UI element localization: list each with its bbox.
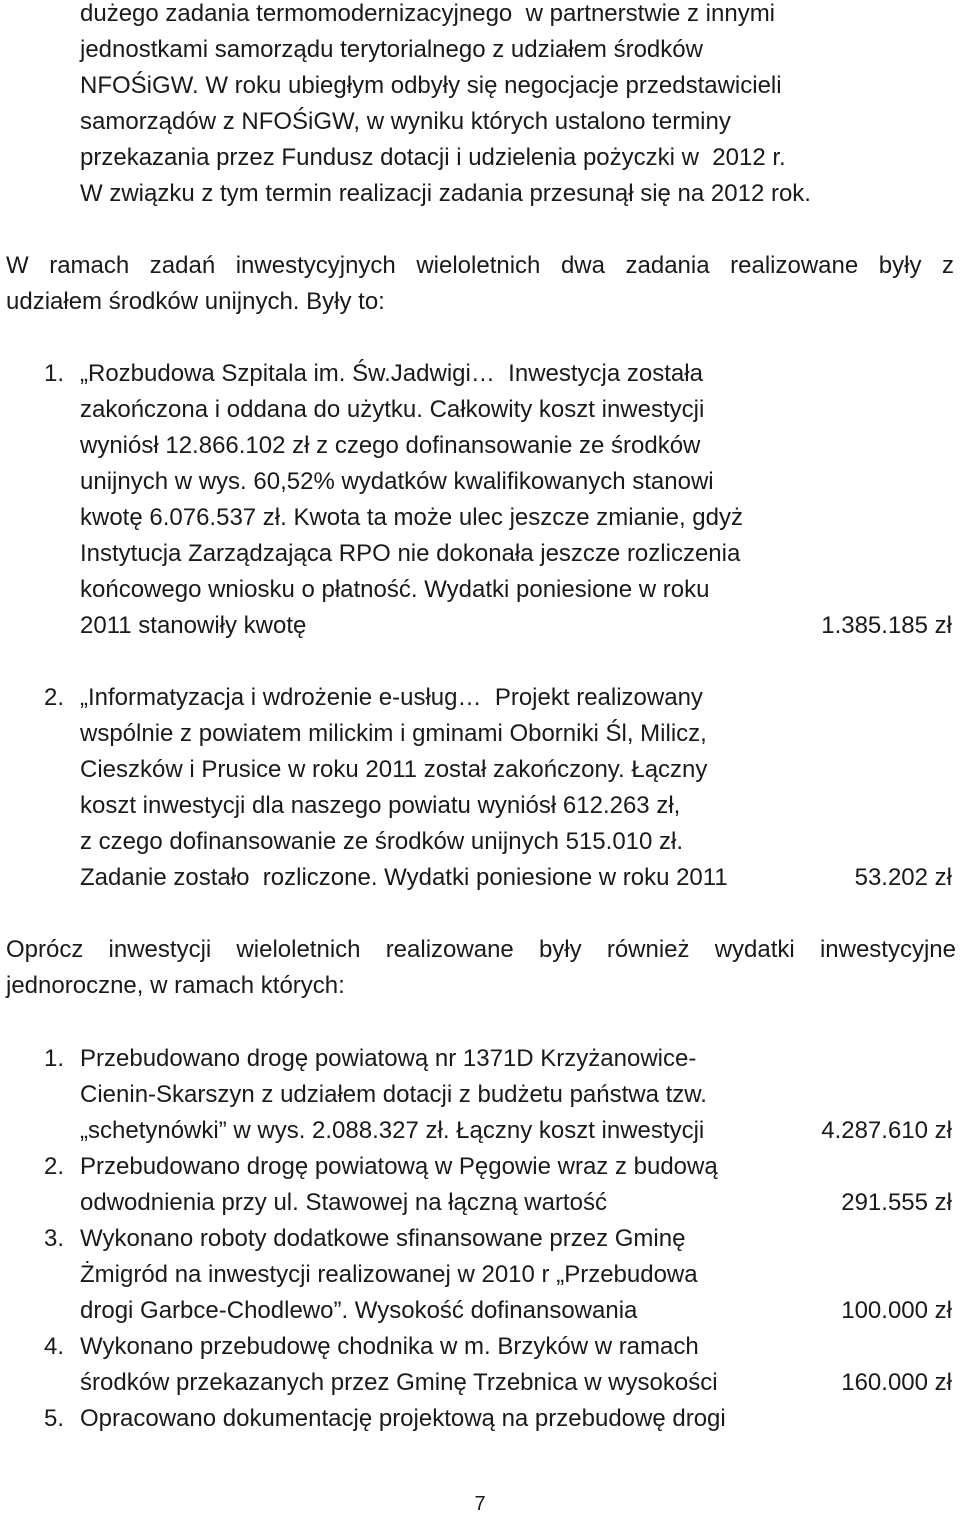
list-item-line: Zadanie zostało rozliczone. Wydatki poniesione w roku 2011 (80, 864, 728, 891)
list-item-number: 3. (44, 1225, 65, 1252)
list-item-line: kwotę 6.076.537 zł. Kwota ta może ulec jeszcze zmianie, gdyż (80, 504, 743, 531)
list-item-number: 2. (44, 1153, 65, 1180)
list-item-line: odwodnienia przy ul. Stawowej na łączną wartość (80, 1189, 607, 1216)
amount-value: 160.000 zł (841, 1369, 952, 1396)
list-item-number: 1. (44, 360, 65, 387)
list-item-line: „Rozbudowa Szpitala im. Św.Jadwigi… Inwestycja została (80, 360, 703, 387)
list-item-line: końcowego wniosku o płatność. Wydatki poniesione w roku (80, 576, 710, 603)
list-item-line: unijnych w wys. 60,52% wydatków kwalifikowanych stanowi (80, 468, 714, 495)
amount-value: 100.000 zł (841, 1297, 952, 1324)
paragraph-line: W związku z tym termin realizacji zadania przesunął się na 2012 rok. (80, 180, 811, 207)
list-item-line: Przebudowano drogę powiatową w Pęgowie wraz z budową (80, 1153, 718, 1180)
list-item-number: 5. (44, 1405, 65, 1432)
paragraph-line: samorządów z NFOŚiGW, w wyniku których ustalono terminy (80, 108, 731, 135)
list-item-line: koszt inwestycji dla naszego powiatu wyniósł 612.263 zł, (80, 792, 681, 819)
list-item-line: zakończona i oddana do użytku. Całkowity koszt inwestycji (80, 396, 705, 423)
list-item-line: Przebudowano drogę powiatową nr 1371D Krzyżanowice- (80, 1045, 697, 1072)
list-item-number: 4. (44, 1333, 65, 1360)
list-item-line: Opracowano dokumentację projektową na przebudowę drogi (80, 1405, 726, 1432)
list-item-line: Instytucja Zarządzająca RPO nie dokonała jeszcze rozliczenia (80, 540, 741, 567)
amount-value: 53.202 zł (854, 864, 952, 891)
paragraph-line: dużego zadania termomodernizacyjnego w partnerstwie z innymi (80, 0, 776, 27)
paragraph-line: jednoroczne, w ramach których: (6, 972, 345, 999)
list-item-line: Cienin-Skarszyn z udziałem dotacji z budżetu państwa tzw. (80, 1081, 707, 1108)
paragraph-line: NFOŚiGW. W roku ubiegłym odbyły się negocjacje przedstawicieli (80, 72, 782, 99)
paragraph-line: jednostkami samorządu terytorialnego z udziałem środków (80, 36, 703, 63)
list-item-line: Cieszków i Prusice w roku 2011 został zakończony. Łączny (80, 756, 708, 783)
list-item-line: drogi Garbce-Chodlewo”. Wysokość dofinansowania (80, 1297, 638, 1324)
list-item-number: 1. (44, 1045, 65, 1072)
list-item-number: 2. (44, 684, 65, 711)
list-item-line: wyniósł 12.866.102 zł z czego dofinansowanie ze środków (80, 432, 701, 459)
page-number: 7 (474, 1493, 486, 1515)
list-item-line: 2011 stanowiły kwotę (80, 612, 307, 639)
list-item-line: wspólnie z powiatem milickim i gminami Oborniki Śl, Milicz, (80, 720, 707, 747)
amount-value: 291.555 zł (841, 1189, 952, 1216)
paragraph-line: przekazania przez Fundusz dotacji i udzielenia pożyczki w 2012 r. (80, 144, 786, 171)
list-item-line: Żmigród na inwestycji realizowanej w 2010 r „Przebudowa (80, 1261, 698, 1288)
list-item-line: środków przekazanych przez Gminę Trzebnica w wysokości (80, 1369, 718, 1396)
list-item-line: Wykonano przebudowę chodnika w m. Brzyków w ramach (80, 1333, 699, 1360)
amount-value: 4.287.610 zł (821, 1117, 952, 1144)
paragraph-line: Oprócz inwestycji wieloletnich realizowane były również wydatki inwestycyjne (6, 936, 956, 963)
amount-value: 1.385.185 zł (821, 612, 952, 639)
list-item-line: z czego dofinansowanie ze środków unijnych 515.010 zł. (80, 828, 684, 855)
list-item-line: „schetynówki” w wys. 2.088.327 zł. Łączny koszt inwestycji (80, 1117, 705, 1144)
list-item-line: Wykonano roboty dodatkowe sfinansowane przez Gminę (80, 1225, 686, 1252)
list-item-line: „Informatyzacja i wdrożenie e-usług… Projekt realizowany (80, 684, 703, 711)
paragraph-line: W ramach zadań inwestycyjnych wieloletnich dwa zadania realizowane były z (6, 252, 954, 279)
paragraph-line: udziałem środków unijnych. Były to: (6, 288, 385, 315)
